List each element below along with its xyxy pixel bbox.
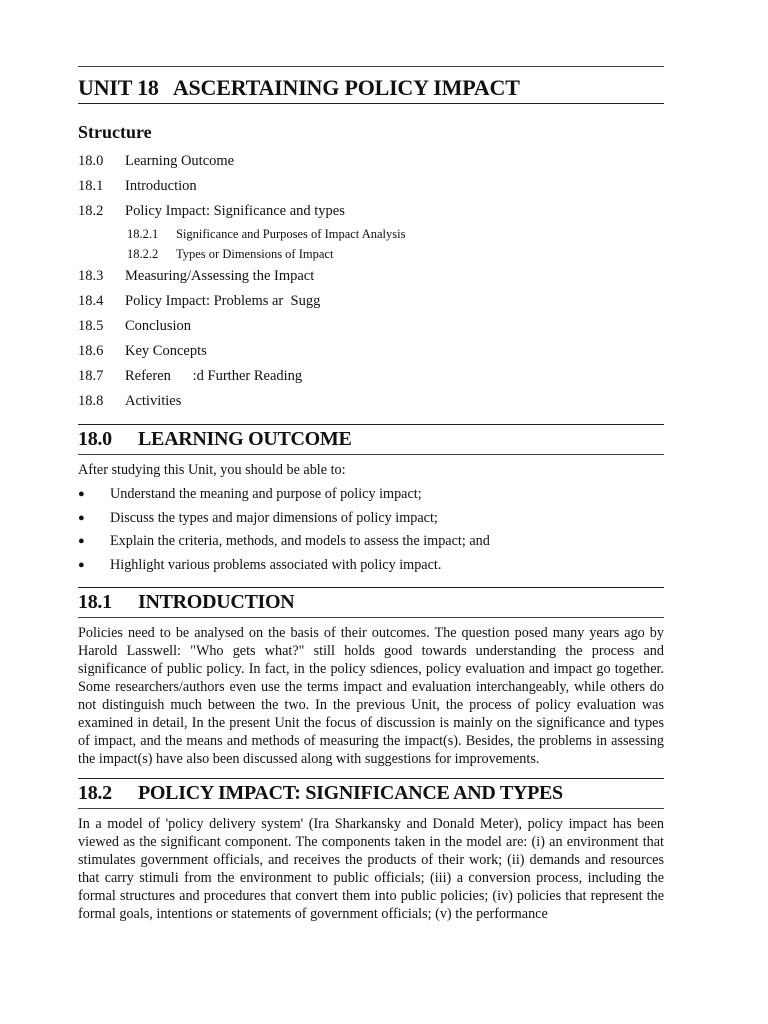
list-item-text: Highlight various problems associated with policy impact.: [110, 556, 442, 573]
toc-subitem: [78, 224, 664, 244]
bullet-icon: ●: [78, 511, 85, 524]
toc-item: [78, 149, 664, 174]
bullet-icon: ●: [78, 558, 85, 571]
toc-item: [78, 199, 664, 224]
body-paragraph: In a model of 'policy delivery system' (Ira Sharkansky and Donald Meter), policy impact has been viewed as the significant component. The components taken in the model are: (i) an environment that stimulates government officials, and receives the products of their work; (ii) demands and resources that carry stimuli from the environment to public officials; (iii) a conversion process, including the formal structures and procedures that convert them into public policies; (iv) policies that represent the formal goals, intentions or statements of government officials; (v) the performance: [78, 816, 664, 922]
toc-item: [78, 364, 664, 389]
toc-label: Policy Impact: Problems ar Sugg: [125, 293, 321, 309]
toc-item: [78, 174, 664, 199]
toc-item: [78, 339, 664, 364]
section-heading: [78, 587, 664, 618]
toc-label: Introduction: [125, 178, 197, 194]
toc-number: 18.2.1: [127, 227, 159, 241]
toc-label: Significance and Purposes of Impact Analysis: [176, 227, 406, 241]
list-item-text: Understand the meaning and purpose of policy impact;: [110, 486, 422, 502]
section-title: INTRODUCTION: [138, 591, 295, 613]
structure-heading: Structure: [78, 122, 152, 142]
toc-number: 18.2.2: [127, 247, 159, 261]
toc-subitem: [78, 244, 664, 264]
toc-number: 18.6: [78, 343, 104, 359]
toc-label: Conclusion: [125, 318, 192, 334]
bullet-icon: ●: [78, 488, 85, 500]
section-number: 18.1: [78, 591, 112, 613]
bullet-icon: ●: [78, 535, 85, 547]
list-item: [78, 554, 664, 578]
toc-label: Key Concepts: [125, 343, 207, 359]
list-item-text: Explain the criteria, methods, and models to assess the impact; and: [110, 533, 490, 549]
toc-label: Measuring/Assessing the Impact: [125, 268, 315, 284]
unit-number: UNIT 18: [78, 75, 159, 100]
section-number: 18.2: [78, 782, 112, 804]
unit-title: [78, 67, 664, 104]
toc-number: 18.7: [78, 368, 104, 384]
list-item-text: Discuss the types and major dimensions of policy impact;: [110, 509, 438, 526]
section-number: 18.0: [78, 428, 112, 450]
section-learning-outcome: [78, 424, 664, 577]
toc-item: [78, 389, 664, 414]
toc-number: 18.3: [78, 268, 104, 284]
section-title: LEARNING OUTCOME: [138, 428, 352, 450]
section-heading: [78, 424, 664, 455]
toc-label: Types or Dimensions of Impact: [176, 247, 334, 261]
section-introduction: [78, 587, 664, 768]
toc-number: 18.8: [78, 393, 104, 409]
toc-item: [78, 264, 664, 289]
section-title: POLICY IMPACT: SIGNIFICANCE AND TYPES: [138, 782, 563, 804]
toc-number: 18.5: [78, 318, 104, 334]
toc-number: 18.4: [78, 293, 104, 309]
body-paragraph: Policies need to be analysed on the basis of their outcomes. The question posed many years ago by Harold Lasswell: "Who gets what?" still holds good towards understanding the process and significance of public policy. In fact, in the policy sdiences, policy evaluation and impact go together. Some researchers/authors even use the terms impact and evaluation interchangeably, while others do not distinguish much between the two. In the previous Unit, the process of policy evaluation was examined in detail, In the present Unit the focus of discussion is mainly on the significance and types of impact, and the means and methods of measuring the impact(s). Besides, the problems in assessing the impact(s) have also been discussed along with suggestions for improvements.: [78, 625, 664, 767]
toc-label: Activities: [125, 393, 182, 409]
toc-label: Policy Impact: Significance and types: [125, 203, 345, 219]
outcome-list: [78, 483, 664, 577]
toc-label: Referen :d Further Reading: [125, 368, 303, 384]
toc-number: 18.0: [78, 153, 104, 169]
toc-item: [78, 289, 664, 314]
section-significance: [78, 778, 664, 923]
list-item: [78, 483, 664, 507]
toc-number: 18.1: [78, 178, 104, 194]
intro-sentence: After studying this Unit, you should be able to:: [78, 462, 346, 478]
toc-number: 18.2: [78, 203, 104, 219]
list-item: [78, 530, 664, 554]
unit-heading: ASCERTAINING POLICY IMPACT: [172, 75, 520, 100]
document-page: [78, 66, 664, 923]
structure-list: [78, 149, 664, 414]
section-heading: [78, 778, 664, 809]
list-item: [78, 507, 664, 531]
toc-item: [78, 314, 664, 339]
toc-label: Learning Outcome: [125, 153, 235, 169]
